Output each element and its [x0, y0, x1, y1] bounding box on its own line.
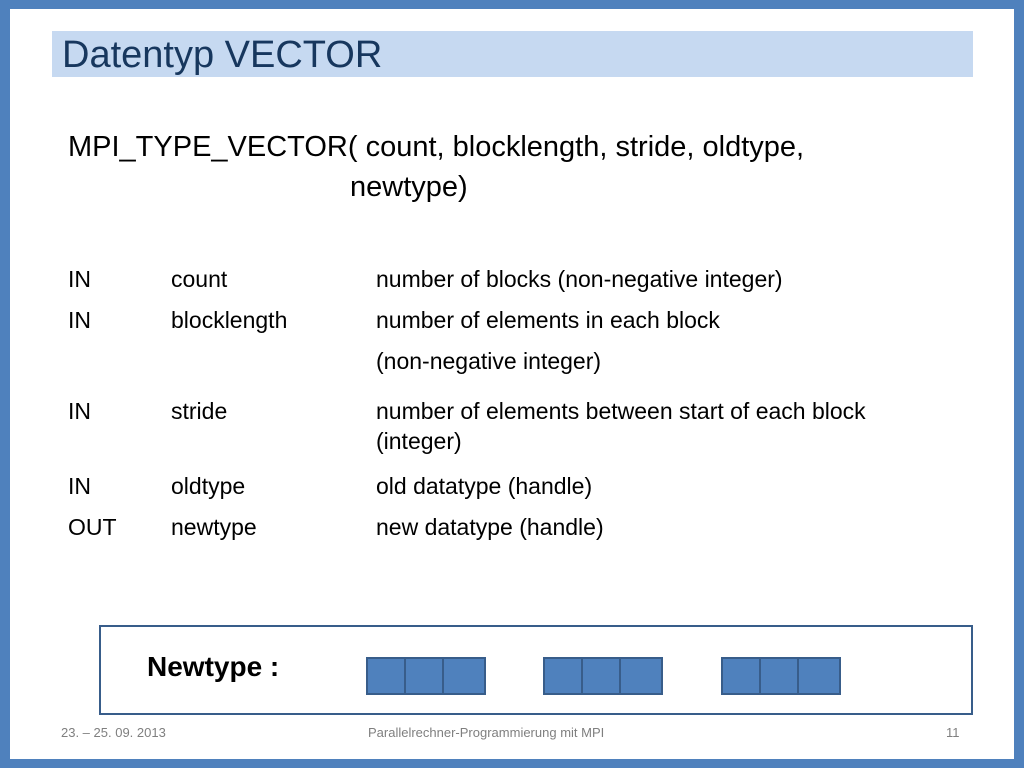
title-bar — [52, 31, 973, 77]
param-description — [376, 263, 966, 295]
block-element — [368, 659, 406, 693]
block-element — [723, 659, 761, 693]
param-direction: IN — [68, 266, 91, 292]
footer-date: 23. – 25. 09. 2013 — [61, 725, 166, 740]
footer-course-title: Parallelrechner-Programmierung mit MPI — [368, 725, 605, 740]
param-description — [376, 470, 966, 502]
block-element — [761, 659, 799, 693]
param-direction: IN — [68, 473, 91, 499]
slide-title: Datentyp VECTOR — [62, 34, 383, 76]
param-direction: IN — [68, 307, 91, 333]
param-name: count — [171, 266, 228, 292]
param-name: stride — [171, 398, 228, 424]
block-element — [583, 659, 621, 693]
vector-block-1 — [366, 657, 486, 695]
footer-page-number: 11 — [946, 725, 960, 740]
param-description-line: old datatype (handle) — [376, 473, 593, 499]
param-description-line: number of elements between start of each block — [376, 398, 866, 424]
vector-block-3 — [721, 657, 841, 695]
newtype-diagram — [99, 625, 973, 715]
param-name: oldtype — [171, 473, 246, 499]
param-description — [376, 511, 966, 543]
vector-block-2 — [543, 657, 663, 695]
param-description-line: number of elements in each block — [376, 307, 720, 333]
param-name: blocklength — [171, 307, 288, 333]
param-description-line: new datatype (handle) — [376, 514, 604, 540]
param-description — [376, 304, 966, 377]
param-direction: IN — [68, 398, 91, 424]
param-description-line: (integer) — [376, 428, 462, 454]
block-element — [621, 659, 661, 693]
block-element — [799, 659, 839, 693]
slide — [10, 9, 1014, 759]
param-direction: OUT — [68, 514, 117, 540]
param-description-line: number of blocks (non-negative integer) — [376, 266, 783, 292]
param-description — [376, 395, 966, 457]
newtype-label: Newtype : — [147, 651, 280, 682]
block-element — [444, 659, 484, 693]
param-description-line: (non-negative integer) — [376, 348, 602, 374]
function-signature-line2: newtype) — [350, 171, 468, 203]
block-element — [545, 659, 583, 693]
block-element — [406, 659, 444, 693]
function-signature-line1: MPI_TYPE_VECTOR( count, blocklength, stride, oldtype, — [68, 131, 805, 163]
param-name: newtype — [171, 514, 257, 540]
